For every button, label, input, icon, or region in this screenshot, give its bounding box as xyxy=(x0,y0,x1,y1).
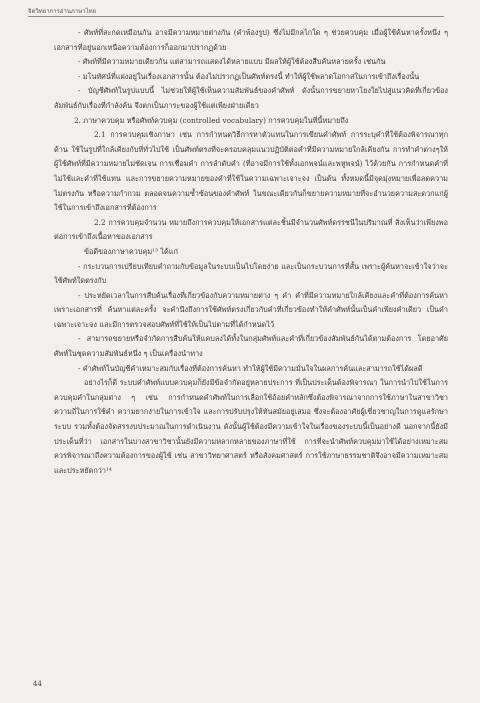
document-body xyxy=(54,26,448,478)
body-paragraph: - ประหยัดเวลาในการสืบค้นเรื่องที่เกี่ยวข้องกับความหมายต่าง ๆ คำ คำที่มีความหมายใกล้เคียงและคำที่ต้องการค้นหา เพราะเอกสารที่ ค้นหาแต่ละครั้ง จะคำนึงถึงการใช้ศัพท์ตรงเกี่ยวกับคำที่เกี่ยวข้องทำให้คำศัพท์นั้นเป็นคำเพียงคำเดียว เป็นคำเฉพาะเจาะจง และมีการตรวจสอบศัพท์ที่ใช้ให้เป็นไปตามที่ได้กำหนดไว้ xyxy=(54,290,448,329)
body-paragraph: ข้อดีของภาษาควบคุม¹³ ได้แก่ xyxy=(84,246,178,256)
body-paragraph: 2.2 การควบคุมจำนวน หมายถึงการควบคุมให้เอกสารแต่ละชิ้นมีจำนวนศัพท์ดรรชนีในปริมาณที่ สิ่งเห็นว่าเพียงพอต่อการเข้าถึงเนื้อหาของเอกสาร xyxy=(54,217,448,242)
header-divider xyxy=(28,16,444,17)
body-paragraph: - บัญชีศัพท์ในรูปแบบนี้ ไม่ช่วยให้ผู้ใช้เห็นความสัมพันธ์ของคำศัพท์ ดังนั้นการขยายหาโยงใยไปสู่แนวคิดที่เกี่ยวข้องสัมพันธ์กับเรื่องที่กำลังค้น จึงตกเป็นภาระของผู้ใช้แต่เพียงฝ่ายเดียว xyxy=(54,86,448,110)
body-paragraph: อย่างไรก็ดี ระบบคำศัพท์แบบควบคุมก็ยังมีข้อจำกัดอยู่หลายประการ ที่เป็นประเด็นต้องพิจารณา ในการนำไปใช้ในการควบคุมคำในกลุ่มต่าง ๆ เช่น การกำหนดคำศัพท์ในการเลือกใช้ถ้อยคำหลักซึ่งต้องพิจารณาจากการใช้ภาษาในสาขาวิชา ความถี่ในการใช้คำ ความยากง่ายในการเข้าใจ และการปรับปรุงให้ทันสมัยอยู่เสมอ ซึ่งจะต้องอาศัยผู้เชี่ยวชาญในการดูแลรักษาระบบ รวมทั้งต้องจัดสรรงบประมาณในการดำเนินงาน ดังนั้นผู้ใช้ต้องมีความเข้าใจในเรื่องของระบบนี้เป็นอย่างดี นอกจากนี้ยังมีประเด็นที่ว่า เอกสารในบางสาขาวิชานั้นยังมีความหลากหลายของภาษาที่ใช้ การที่จะนำศัพท์ควบคุมมาใช้ได้อย่างเหมาะสม ควรพิจารณาถึงความต้องการของผู้ใช้ เช่น สาขาวิทยาศาสตร์ หรือสังคมศาสตร์ การใช้ภาษาธรรมชาติจึงอาจมีความเหมาะสมและประหยัดกว่า¹⁴ xyxy=(54,378,448,475)
body-paragraph: 2.1 การควบคุมเชิงภาษา เช่น การกำหนดวิธีการหาตัวแทนในการเขียนคำศัพท์ การระบุคำที่ใช้ต้องพิจารณาทุกด้าน ใช้ในรูปที่ใกล้เคียงกับที่ทั่วไปใช้ เป็นศัพท์ตรงที่จะครอบคลุมแนวปฏิบัติต่อคำที่มีความหมายใกล้เคียงกัน การทำคำต่างๆให้ผู้ใช้ศัพท์ที่มีความหมายไม่ชัดเจน การเชื่อมคำ การลำดับคำ (ที่อาจมีการใช้ทั้งเอกพจน์และพหูพจน์) ไว้ด้วยกัน การกำหนดคำที่ไม่ใช้และคำที่ใช้แทน และการขยายความหมายของคำที่ใช้ในความเฉพาะเจาะจง เป็นต้น ทั้งหมดนี้มีจุดมุ่งหมายเพื่อลดความไม่ตรงกัน หรือความกำกวม ตลอดจนความซ้ำซ้อนของคำศัพท์ ในขณะเดียวกันก็ขยายความหมายที่จะอำนวยความสะดวกแก่ผู้ใช้ในการเข้าถึงเอกสารที่ต้องการ xyxy=(54,130,448,213)
body-paragraph: - ศัพท์ที่สะกดเหมือนกัน อาจมีความหมายต่างกัน (คำพ้องรูป) ซึ่งไม่มีกลไกใด ๆ ช่วยควบคุม เมื่อผู้ใช้ค้นหาครั้งหนึ่ง ๆ เอกสารที่อยู่นอกเหนือความต้องการก็ออกมาปรากฏด้วย xyxy=(54,28,448,52)
running-header: จิตวิทยาการอ่านภาษาไทย xyxy=(28,8,97,15)
body-paragraph: - สามารถขยายหรือจำกัดการสืบค้นให้แคบลงได้ทั้งในกลุ่มศัพท์และคำที่เกี่ยวข้องสัมพันธ์กันได้ตามต้องการ โดยอาศัยศัพท์ในชุดความสัมพันธ์หนึ่ง ๆ เป็นเครื่องนำทาง xyxy=(54,334,448,359)
body-paragraph: - ศัพท์ที่มีความหมายเดียวกัน แต่สามารถแสดงได้หลายแบบ มีผลให้ผู้ใช้ต้องสืบค้นหลายครั้ง เช่นกัน xyxy=(78,57,386,67)
body-paragraph: - คำศัพท์ในบัญชีคำเหมาะสมกับเรื่องที่ต้องการค้นหา ทำให้ผู้ใช้มีความมั่นใจในผลการค้นและสามารถใช้ได้ผลดี xyxy=(78,363,423,373)
page-number: 44 xyxy=(33,680,42,688)
body-paragraph: - กระบวนการเปรียบเทียบคำถามกับข้อมูลในระบบเป็นไปโดยง่าย และเป็นกระบวนการที่สั้น เพราะผู้ค้นหาจะเข้าใจว่าจะใช้ศัพท์ใดตรงกับ xyxy=(54,261,448,286)
body-paragraph: 2. ภาษาควบคุม หรือศัพท์ควบคุม (controlled vocabulary) การควบคุมในที่นี้หมายถึง xyxy=(74,115,349,125)
body-paragraph: - มโนทัศน์ที่แฝงอยู่ในเรื่องเอกสารนั้น ต้องไม่ปรากฏเป็นศัพท์ตรงนี้ ทำให้ผู้ใช้พลาดโอกาสในการเข้าถึงเรื่องนั้น xyxy=(78,71,420,81)
